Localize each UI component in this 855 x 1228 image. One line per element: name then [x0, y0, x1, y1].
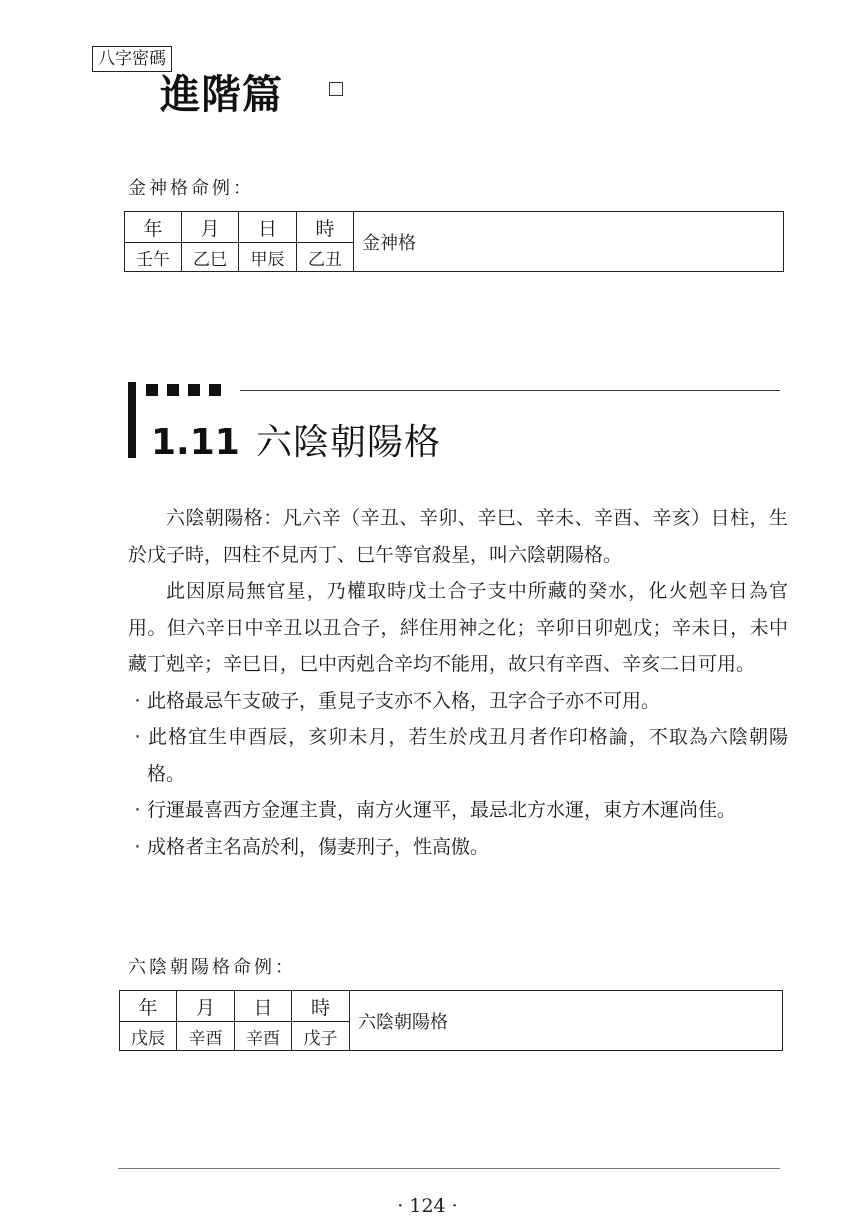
section-bar — [128, 382, 136, 458]
section-body — [128, 500, 788, 865]
bullet-dot-icon: · — [134, 689, 141, 712]
list-item-text: 此格宜生申酉辰，亥卯未月，若生於戌丑月者作印格論，不取為六陰朝陽格。 — [147, 726, 788, 785]
chapter-title: 進階篇 — [160, 72, 283, 118]
example-heading: 六陰朝陽格命例： — [128, 957, 296, 978]
day-header: 日 — [235, 991, 292, 1022]
rule-list — [128, 683, 788, 866]
section-number: 1.11 — [151, 422, 240, 463]
month-header: 月 — [177, 991, 235, 1022]
section-square-icon — [146, 384, 158, 396]
day-pillar: 甲辰 — [239, 243, 297, 272]
section-title: 六陰朝陽格 — [256, 422, 442, 463]
section-square-icon — [167, 384, 179, 396]
hour-header: 時 — [297, 212, 354, 243]
hour-pillar: 戊子 — [292, 1022, 350, 1051]
hour-header: 時 — [292, 991, 350, 1022]
paragraph: 此因原局無官星，乃權取時戊土合子支中所藏的癸水，化火剋辛日為官用。但六辛日中辛丑以丑合子，絆住用神之化；辛卯日卯剋戊；辛未日，未中藏丁剋辛；辛巳日，巳中丙剋合辛均不能用，故只有辛酉、辛亥二日可用。 — [128, 580, 788, 675]
list-item-text: 此格最忌午支破子，重見子支亦不入格，丑字合子亦不可用。 — [147, 689, 661, 712]
paragraph: 六陰朝陽格：凡六辛（辛丑、辛卯、辛巳、辛未、辛酉、辛亥）日柱，生於戊子時，四柱不見丙丁、巳午等官殺星，叫六陰朝陽格。 — [128, 507, 788, 566]
section-square-icon — [188, 384, 200, 396]
year-header: 年 — [125, 212, 182, 243]
bullet-dot-icon: · — [134, 835, 141, 858]
list-item — [128, 719, 788, 792]
month-header: 月 — [182, 212, 239, 243]
month-pillar: 乙巳 — [182, 243, 239, 272]
list-item-text: 成格者主名高於利，傷妻刑子，性高傲。 — [147, 835, 490, 858]
list-item — [128, 829, 788, 866]
year-header: 年 — [120, 991, 177, 1022]
pattern-name: 六陰朝陽格 — [350, 991, 783, 1051]
year-pillar: 戊辰 — [120, 1022, 177, 1051]
book-title-tag: 八字密碼 — [92, 46, 172, 72]
month-pillar: 辛酉 — [177, 1022, 235, 1051]
square-marker-icon — [329, 82, 343, 96]
page-number: · 124 · — [397, 1195, 458, 1217]
list-item — [128, 683, 788, 720]
section-rule — [240, 390, 780, 391]
hour-pillar: 乙丑 — [297, 243, 354, 272]
day-header: 日 — [239, 212, 297, 243]
example-table — [119, 990, 783, 1051]
footer-rule — [118, 1168, 780, 1169]
day-pillar: 辛酉 — [235, 1022, 292, 1051]
list-item-text: 行運最喜西方金運主貴，南方火運平，最忌北方水運，東方木運尚佳。 — [147, 799, 737, 821]
bullet-dot-icon: · — [134, 799, 141, 821]
year-pillar: 壬午 — [125, 243, 182, 272]
section-square-icon — [209, 384, 221, 396]
example-heading: 金神格命例： — [128, 178, 254, 199]
example-table — [124, 211, 784, 272]
pattern-name: 金神格 — [354, 212, 784, 272]
list-item — [128, 792, 788, 829]
bullet-dot-icon: · — [134, 726, 141, 748]
